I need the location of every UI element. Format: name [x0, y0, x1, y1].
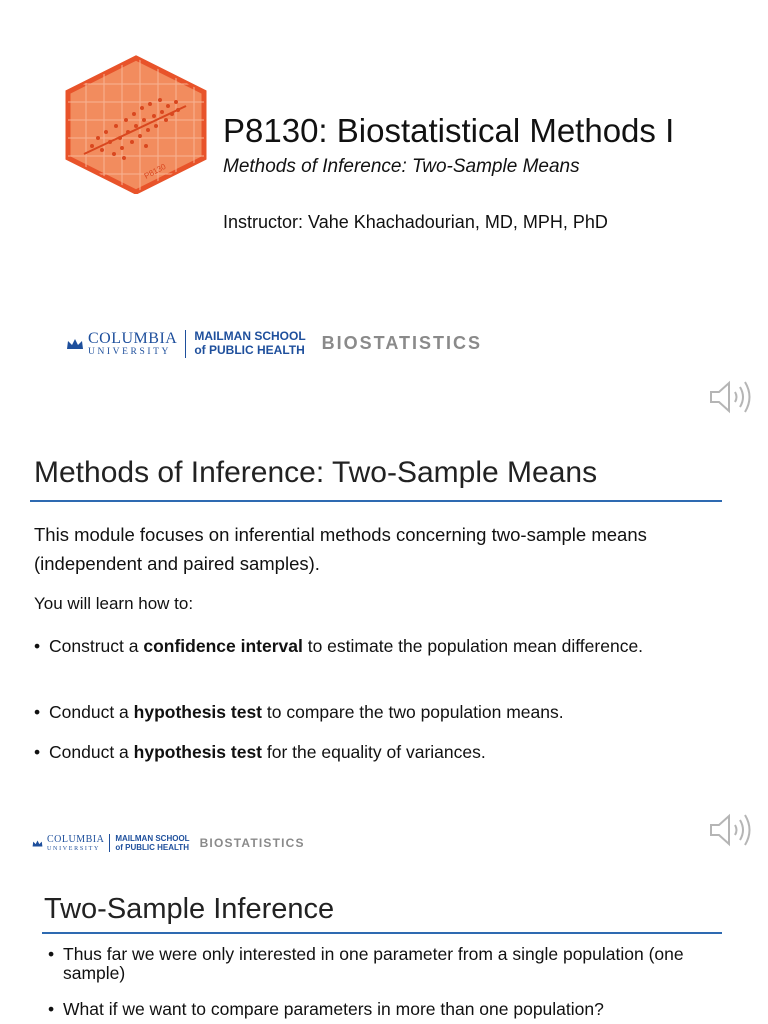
university-text: UNIVERSITY — [47, 845, 100, 852]
columbia-text: COLUMBIA — [47, 833, 105, 845]
bullet-text: Conduct a — [49, 702, 134, 722]
list-item — [48, 1000, 723, 1019]
mailman-line1: MAILMAN SCHOOL — [194, 329, 306, 343]
bullet-text: to compare the two population means. — [262, 702, 564, 722]
bullet-text: Thus far we were only interested in one parameter from a single population (one sample) — [63, 944, 684, 983]
slide-title: Methods of Inference: Two-Sample Means — [34, 456, 598, 489]
list-item — [34, 703, 689, 722]
logo-divider — [185, 330, 186, 358]
bullet-text: to estimate the population mean difference. — [302, 636, 644, 656]
course-title: P8130: Biostatistical Methods I — [223, 112, 675, 149]
bullet-mark: • — [34, 636, 41, 656]
module-intro: This module focuses on inferential methods concerning two-sample means (independent and paired samples). — [34, 524, 647, 574]
columbia-wordmark — [88, 331, 177, 358]
hex-label: P8130 — [142, 161, 168, 181]
bullet-text: Conduct a — [49, 742, 134, 762]
course-hex-logo — [62, 54, 210, 194]
crown-icon — [32, 839, 43, 848]
bullet-text: What if we want to compare parameters in more than one population? — [63, 999, 604, 1019]
mailman-line2: of PUBLIC HEALTH — [115, 843, 189, 853]
learn-heading: You will learn how to: — [34, 594, 194, 613]
title-underline — [42, 932, 722, 934]
title-underline — [30, 500, 722, 502]
department-name: BIOSTATISTICS — [199, 836, 305, 851]
title-slide — [0, 0, 768, 424]
columbia-wordmark — [47, 835, 104, 852]
mailman-wordmark — [115, 834, 189, 852]
bullet-text: Construct a — [49, 636, 144, 656]
module-subtitle: Methods of Inference: Two-Sample Means — [223, 156, 580, 177]
university-text: UNIVERSITY — [88, 346, 171, 357]
bullet-emphasis: hypothesis test — [133, 702, 263, 722]
speaker-icon[interactable] — [707, 810, 753, 850]
bullet-mark: • — [48, 944, 55, 964]
mailman-line1: MAILMAN SCHOOL — [115, 834, 190, 843]
list-item — [48, 945, 723, 983]
crown-icon — [66, 337, 84, 351]
speaker-icon[interactable] — [707, 377, 753, 417]
bullet-mark: • — [48, 999, 55, 1019]
columbia-mailman-logo — [66, 330, 482, 358]
bullet-mark: • — [34, 742, 41, 762]
instructor-line: Instructor: Vahe Khachadourian, MD, MPH, PhD — [223, 212, 608, 232]
list-item — [34, 637, 689, 656]
list-item — [34, 743, 689, 762]
department-name: BIOSTATISTICS — [321, 333, 483, 354]
mailman-wordmark — [194, 330, 305, 358]
bullet-emphasis: hypothesis test — [133, 742, 263, 762]
columbia-mailman-logo-small — [32, 834, 305, 852]
bullet-mark: • — [34, 702, 41, 722]
columbia-text: COLUMBIA — [88, 329, 178, 347]
slide-title: Two-Sample Inference — [44, 893, 335, 925]
logo-divider — [109, 834, 110, 852]
bullet-emphasis: confidence interval — [143, 636, 303, 656]
mailman-line2: of PUBLIC HEALTH — [194, 342, 305, 357]
bullet-text: for the equality of variances. — [262, 742, 486, 762]
